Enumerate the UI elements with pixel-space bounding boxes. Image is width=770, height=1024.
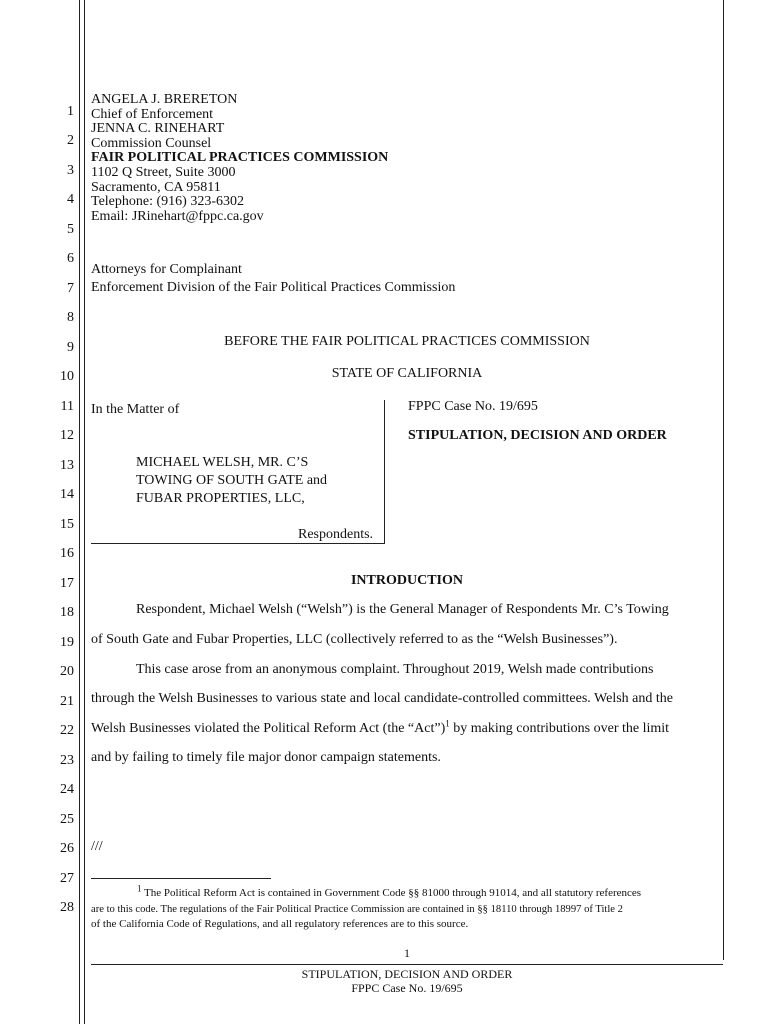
line-number: 7 xyxy=(67,281,74,296)
commission-name: FAIR POLITICAL PRACTICES COMMISSION xyxy=(91,150,389,166)
respondents-label: Respondents. xyxy=(298,527,374,542)
line-number: 14 xyxy=(60,487,74,502)
line-number: 13 xyxy=(60,458,74,473)
in-the-matter-of: In the Matter of xyxy=(91,402,180,417)
header-line: Commission Counsel xyxy=(91,135,212,151)
line-number: 21 xyxy=(60,694,74,709)
respondent-name-line: MICHAEL WELSH, MR. C’S xyxy=(136,455,309,470)
body-line: and by failing to timely file major donor campaign statements. xyxy=(91,750,441,765)
body-line xyxy=(91,718,670,737)
line-number: 26 xyxy=(60,841,74,856)
line-number: 28 xyxy=(60,900,74,915)
body-line: of South Gate and Fubar Properties, LLC (collectively referred to as the “Welsh Businesses”). xyxy=(91,632,618,647)
line-number: 17 xyxy=(60,576,74,591)
line-number: 23 xyxy=(60,753,74,768)
attorneys-line: Enforcement Division of the Fair Political Practices Commission xyxy=(91,280,456,295)
line-number: 2 xyxy=(67,133,74,148)
line-number: 5 xyxy=(67,222,74,237)
state-heading: STATE OF CALIFORNIA xyxy=(331,366,483,381)
line-number: 18 xyxy=(60,605,74,620)
footnote-marker: 1 xyxy=(137,883,142,894)
footer-rule xyxy=(91,964,723,965)
line-number: 25 xyxy=(60,812,74,827)
line-number: 3 xyxy=(67,163,74,178)
document-title: STIPULATION, DECISION AND ORDER xyxy=(408,428,667,443)
header-line: JENNA C. RINEHART xyxy=(91,121,225,137)
footnote-separator xyxy=(91,878,271,879)
footnote-text: The Political Reform Act is contained in Government Code §§ 81000 through 91014, and all statutory references xyxy=(141,887,642,899)
respondent-name-line: TOWING OF SOUTH GATE and xyxy=(136,473,328,488)
left-margin-rule-inner xyxy=(84,0,85,1024)
caption-bottom-rule xyxy=(91,543,385,544)
before-heading: BEFORE THE FAIR POLITICAL PRACTICES COMMISSION xyxy=(224,334,590,349)
attorneys-line: Attorneys for Complainant xyxy=(91,262,242,277)
line-number: 12 xyxy=(60,428,74,443)
line-number: 10 xyxy=(60,369,74,384)
line-number: 11 xyxy=(60,399,74,414)
line-number: 22 xyxy=(60,723,74,738)
right-margin-rule xyxy=(723,0,724,960)
continuation-marks: /// xyxy=(91,839,103,854)
body-line: Respondent, Michael Welsh (“Welsh”) is the General Manager of Respondents Mr. C’s Towing xyxy=(136,602,669,617)
footnote-ref: 1 xyxy=(445,718,450,729)
footer-title: STIPULATION, DECISION AND ORDER xyxy=(301,967,513,981)
page-number: 1 xyxy=(404,946,410,960)
body-line: through the Welsh Businesses to various state and local candidate-controlled committees. Welsh and the xyxy=(91,691,673,706)
header-line: 1102 Q Street, Suite 3000 xyxy=(91,165,236,180)
line-number: 6 xyxy=(67,251,74,266)
footnote-line: of the California Code of Regulations, and all regulatory references are to this source. xyxy=(91,918,469,930)
left-margin-rule-outer xyxy=(79,0,80,1024)
caption-divider xyxy=(384,400,385,544)
line-number: 15 xyxy=(60,517,74,532)
line-number: 16 xyxy=(60,546,74,561)
line-number: 27 xyxy=(60,871,74,886)
header-line: Chief of Enforcement xyxy=(91,106,214,122)
case-number: FPPC Case No. 19/695 xyxy=(408,399,538,414)
line-number: 9 xyxy=(67,340,74,355)
header-line: ANGELA J. BRERETON xyxy=(91,92,238,107)
introduction-heading: INTRODUCTION xyxy=(350,573,463,588)
header-line: Sacramento, CA 95811 xyxy=(91,179,221,195)
respondent-name-line: FUBAR PROPERTIES, LLC, xyxy=(136,491,305,506)
footer-case-number: FPPC Case No. 19/695 xyxy=(351,981,463,995)
line-number: 24 xyxy=(60,782,74,797)
line-number: 1 xyxy=(67,104,74,119)
body-text-span: Welsh Businesses violated the Political Reform Act (the “Act”) xyxy=(91,721,446,736)
line-number: 8 xyxy=(67,310,74,325)
footnote-line xyxy=(91,883,723,901)
email-line: Email: JRinehart@fppc.ca.gov xyxy=(91,208,264,224)
line-number: 20 xyxy=(60,664,74,679)
footnote-line: are to this code. The regulations of the Fair Political Practice Commission are contained in §§ 18110 through 18997 of Title 2 xyxy=(91,904,623,915)
header-line: Telephone: (916) 323-6302 xyxy=(91,194,244,210)
body-text-span: by making contributions over the limit xyxy=(449,721,670,736)
line-number: 4 xyxy=(67,192,74,207)
body-line: This case arose from an anonymous complaint. Throughout 2019, Welsh made contributions xyxy=(136,662,654,677)
line-number: 19 xyxy=(60,635,74,650)
